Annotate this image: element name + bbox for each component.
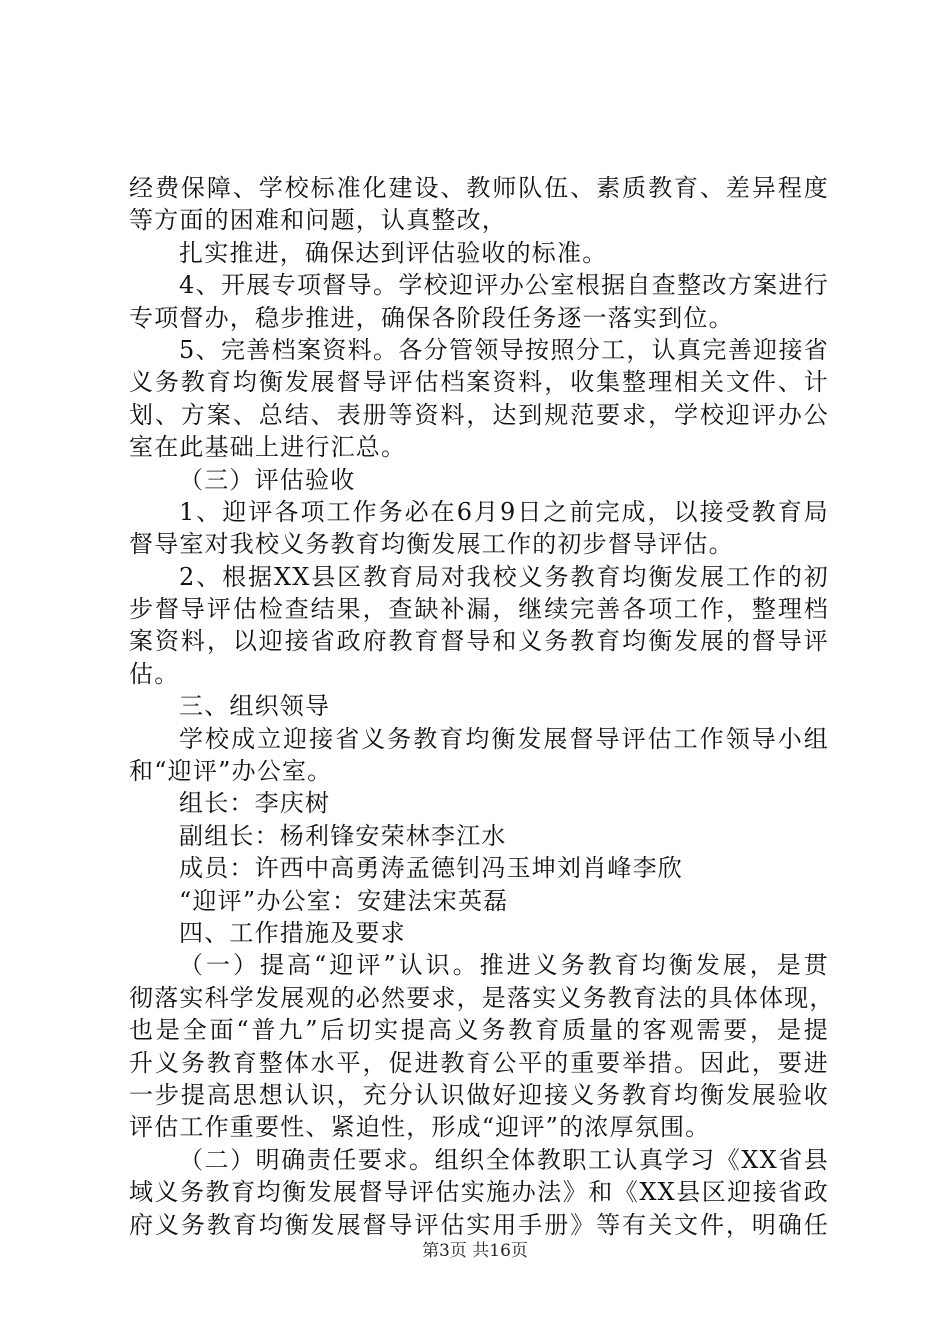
section-heading: 四、工作措施及要求 [179,918,406,947]
text-line: 经费保障、学校标准化建设、教师队伍、素质教育、差异程度 [129,174,829,202]
text-line: 域义务教育均衡发展督导评估实施办法》和《XX县区迎接省政 [129,1178,829,1207]
text-line: 4、开展专项督导。学校迎评办公室根据自查整改方案进行 [179,271,829,300]
text-line: 5、完善档案资料。各分管领导按照分工，认真完善迎接省 [179,335,829,364]
page-number: 第3页 共16页 [422,1241,528,1261]
text-line: 督导室对我校义务教育均衡发展工作的初步督导评估。 [129,530,734,559]
text-line: 步督导评估检查结果，查缺补漏，继续完善各项工作，整理档 [129,595,829,624]
section-heading: 三、组织领导 [179,692,331,721]
text-line: 义务教育均衡发展督导评估档案资料，收集整理相关文件、计 [129,368,829,397]
text-line: 和“迎评”办公室。 [129,757,333,786]
text-line: 案资料，以迎接省政府教育督导和义务教育均衡发展的督导评 [129,627,829,656]
text-line: 专项督办，稳步推进，确保各阶段任务逐一落实到位。 [129,303,734,332]
text-line: 成员：许西中高勇涛孟德钊冯玉坤刘肖峰李欣 [179,854,683,883]
text-line: 评估工作重要性、紧迫性，形成“迎评”的浓厚氛围。 [129,1113,711,1142]
text-line: 等方面的困难和问题，认真整改， [129,206,507,235]
text-line: 1、迎评各项工作务必在6月9日之前完成，以接受教育局 [179,497,829,526]
text-line: 彻落实科学发展观的必然要求，是落实义务教育法的具体体现， [129,983,835,1012]
text-line: 一步提高思想认识，充分认识做好迎接义务教育均衡发展验收 [129,1080,829,1109]
text-line: 划、方案、总结、表册等资料，达到规范要求，学校迎评办公 [129,400,829,429]
section-heading: （三）评估验收 [179,465,356,494]
text-line: 室在此基础上进行汇总。 [129,433,407,462]
text-line: “迎评”办公室：安建法宋英磊 [179,886,509,915]
text-line: 升义务教育整体水平，促进教育公平的重要举措。因此，要进 [129,1048,829,1077]
document-body [129,172,835,1241]
text-line: （二）明确责任要求。组织全体教职工认真学习《XX省县 [179,1145,829,1174]
text-line: 府义务教育均衡发展督导评估实用手册》等有关文件，明确任 [129,1210,829,1239]
text-line: （一）提高“迎评”认识。推进义务教育均衡发展，是贯 [179,951,829,980]
text-line: 也是全面“普九”后切实提高义务教育质量的客观需要，是提 [129,1016,829,1045]
text-line: 组长：李庆树 [179,789,331,818]
text-line: 扎实推进，确保达到评估验收的标准。 [179,238,608,267]
text-line: 2、根据XX县区教育局对我校义务教育均衡发展工作的初 [179,562,829,591]
text-line: 学校成立迎接省义务教育均衡发展督导评估工作领导小组 [179,724,829,753]
text-line: 估。 [129,659,180,688]
text-line: 副组长：杨利锋安荣林李江水 [179,821,507,850]
